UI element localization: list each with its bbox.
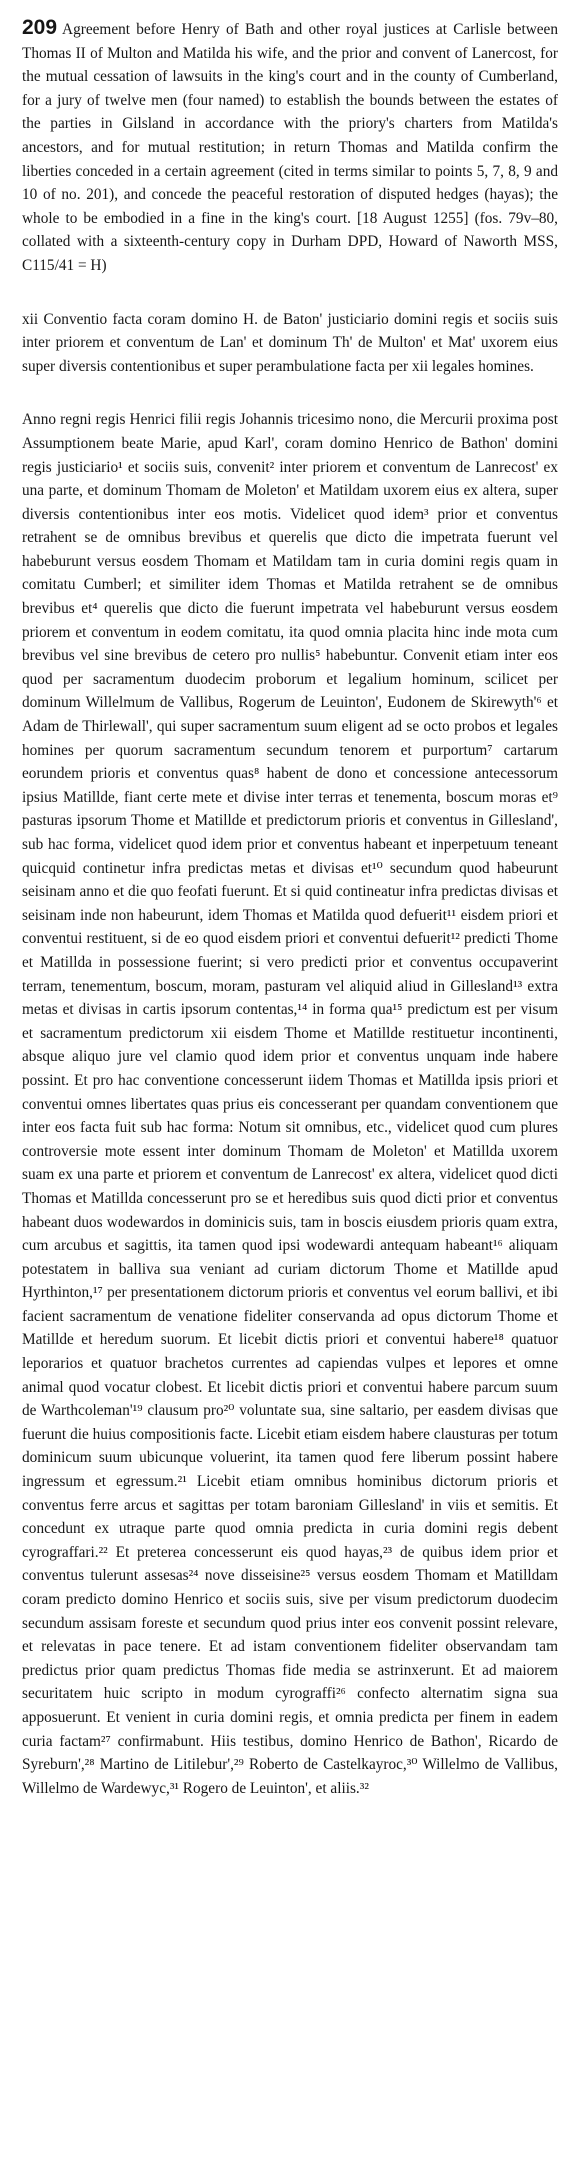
latin-rubric: xii Conventio facta coram domino H. de Baton' justiciario domini regis et sociis suis inter priorem et conventum de Lan' et dominum Th' de Multon' et Mat' uxorem eius super diversis contentionibus et super perambulatione facta per xii legales homines. bbox=[22, 310, 558, 375]
summary-text: Agreement before Henry of Bath and other royal justices at Carlisle between Thomas II of Multon and Matilda his wife, and the prior and convent of Lanercost, for the mutual cessation of lawsuits in the king's court and in the county of Cumberland, for a jury of twelve men (four named) to establish the bounds between the estates of the parties in Gilsland in accordance with the priory's charters from Matilda's ancestors, and for mutual restitution; in return Thomas and Matilda confirm the liberties conceded in a certain agreement (cited in terms similar to points 5, 7, 8, 9 and 10 of no. 201), and concede the peaceful restoration of disputed hedges (hayas); the whole to be embodied in a fine in the king's court. [18 August 1255] (fos. 79v–80, collated with a sixteenth-century copy in Durham DPD, Howard of Naworth MSS, C115/41 = H) bbox=[22, 21, 558, 274]
latin-text bbox=[22, 408, 558, 1800]
latin-paragraph: Anno regni regis Henrici filii regis Johannis tricesimo nono, die Mercurii proxima post Assumptionem beate Marie, apud Karl', coram domino Henrico de Bathon' domini regis justiciario¹ et sociis suis, convenit² inter priorem et conventum de Lanrecost' ex una parte, et dominum Thomam de Moleton' et Matildam uxorem eius ex altera, super diversis contentionibus inter eos motis. Videlicet quod idem³ prior et conventus retrahent se de omnibus brevibus et querelis que dicto die impetrata fuerunt vel habeburunt versus eosdem Thomam et Matildam tam in curia domini regis quam in comitatu Cumberl; et similiter idem Thomas et Matilda retrahent se de omnibus brevibus et⁴ querelis que dicto die fuerunt impetrata vel habeburunt versus eosdem priorem et conventum in eodem comitatu, ita quod omnia placita hinc inde mota cum brevibus vel sine brevibus de cetero pro nullis⁵ habebuntur. Convenit etiam inter eos quod per sacramentum duodecim proborum et legalium hominum, scilicet per dominum Willelmum de Vallibus, Rogerum de Leuinton', Eudonem de Skirewyth'⁶ et Adam de Thirlewall', qui super sacramentum suum eligent ad se octo probos et legales homines per quorum sacramentum secundum tenorem et purportum⁷ cartarum eorundem prioris et conventus quas⁸ habent de dono et concessione antecessorum ipsius Matillde, fiant certe mete et divise inter terras et tenementa, boscum moras et⁹ pasturas ipsorum Thome et Matillde et predictorum prioris et conventus in Gillesland', sub hac forma, videlicet quod idem prior et conventus habeant et inperpetuum teneant quicquid continetur infra predictas metas et divisas et¹⁰ secundum quod habeurunt seisinam anno et die quo feofati fuerunt. Et si quid contineatur infra predictas divisas et seisinam inde non habeurunt, idem Thomas et Matilda quod defuerit¹¹ eisdem priori et conventui restituent, si de eo quod eisdem priori et conventui defuerit¹² predicti Thome et Matillda in possessione fuerint; si vero predicti prior et conventus occupaverint terram, tenementum, boscum, moram, pasturam vel aliquid aliud in Gillesland¹³ extra metas et divisas in cartis ipsorum contentas,¹⁴ in forma qua¹⁵ predictum est per visum et sacramentum predictorum xii eisdem Thome et Matillde restituetur incontinenti, absque aliquo jure vel clamio quod idem prior et conventus unquam inde habere possint. Et pro hac conventione concesserunt iidem Thomas et Matillda ipsis priori et conventui omnes libertates quas prius eis concesserant per quandam conventionem que inter eos facta fuit sub hac forma: Notum sit omnibus, etc., videlicet quod cum plures controversie mote essent inter dominum Thomam de Moleton' et Matillda uxorem suam ex una parte et priorem et conventum de Lanrecost' ex altera, videlicet quod dicti Thomas et Matillda concesserunt pro se et heredibus suis quod dicti prior et conventus habeant duos wodewardos in dominicis suis, tam in boscis eiusdem prioris quam extra, cum arcubus et sagittis, ita tamen quod ipsi wodewardi antequam habeant¹⁶ aliquam potestatem in balliva sua veniant ad curiam dictorum Thome et Matillde apud Hyrthinton,¹⁷ per presentationem dictorum prioris et conventus vel eorum ballivi, et ibi facient sacramentum de venatione fideliter conservanda ad opus dictorum Thome et Matillde et heredum suorum. Et licebit dictis priori et conventui habere¹⁸ quatuor leporarios et quatuor brachetos currentes ad capiendas vulpes et lepores et omne animal quod vocatur clobest. Et licebit dictis priori et conventui habere parcum suum de Warthcoleman'¹⁹ clausum pro²⁰ voluntate sua, sine saltario, per easdem divisas que fuerunt die huius compositionis facte. Licebit etiam eisdem habere clausturas per totum dominicum suum ubicunque voluerint, ita tamen quod fere liberum possint habere ingressum et egressum.²¹ Licebit etiam omnibus hominibus dictorum prioris et conventus ferre arcus et sagittas per totam baroniam Gillesland' in viis et semitis. Et concedunt ex utraque parte quod omnia predicta in curia domini regis debent cyrograffari.²² Et preterea concesserunt eis quod hayas,²³ de quibus idem prior et conventus tulerunt assesas²⁴ nove disseisine²⁵ versus eosdem Thomam et Matilldam coram predicto domino Henrico et sociis suis, sive per visum predictorum duodecim secundum assisam foreste et secundum quod prius inter eos convenit possint relevare, et relevatas in pace tenere. Et ad istam conventionem fideliter observandam tam predictus prior quam predictus Thomas fide media se astrinxerunt. Et ad maiorem securitatem huic scripto in modum cyrograffi²⁶ confecto alternatim signa sua apposuerunt. Et venient in curia domini regis, et omnia predicta per finem in eadem curia factam²⁷ confirmabunt. Hiis testibus, domino Henrico de Bathon', Ricardo de Syreburn',²⁸ Martino de Litilebur',²⁹ Roberto de Castelkayroc,³⁰ Willelmo de Vallibus, Willelmo de Wardewyc,³¹ Rogero de Leuinton', et aliis.³² bbox=[22, 411, 558, 1797]
entry-summary bbox=[22, 16, 558, 278]
entry-number: 209 bbox=[22, 16, 58, 39]
